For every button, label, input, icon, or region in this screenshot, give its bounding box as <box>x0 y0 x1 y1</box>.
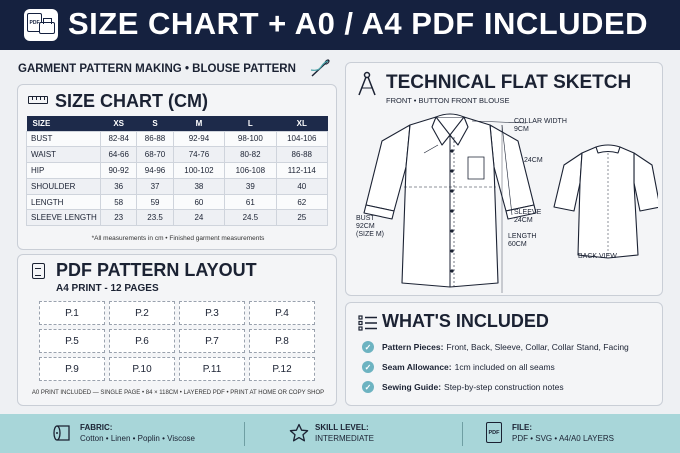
page-tile: P.10 <box>109 357 175 381</box>
page-tile: P.6 <box>109 329 175 353</box>
table-header-cell: L <box>225 116 276 131</box>
table-header-cell: S <box>137 116 173 131</box>
table-row <box>27 131 328 147</box>
whats-included-title: WHAT'S INCLUDED <box>382 311 549 331</box>
table-header-cell: XL <box>276 116 327 131</box>
fabric-roll-icon <box>52 423 72 443</box>
check-icon: ✓ <box>362 381 374 393</box>
size-chart-title: SIZE CHART (CM) <box>55 91 208 111</box>
sleeve-value: 24CM <box>514 217 533 224</box>
table-cell: HIP <box>27 163 101 179</box>
table-row <box>27 210 328 226</box>
skill-value: INTERMEDIATE <box>315 434 374 443</box>
footer-bar <box>0 414 680 453</box>
table-cell: 104-106 <box>276 131 327 147</box>
table-cell: 100-102 <box>173 163 224 179</box>
collar-width-label <box>514 118 567 134</box>
pdf-layout-note: A0 PRINT INCLUDED — SINGLE PAGE • 84 × 118CM • LAYERED PDF • PRINT AT HOME OR COPY SHOP <box>31 390 325 396</box>
table-cell: SLEEVE LENGTH <box>27 210 101 226</box>
table-cell: 62 <box>276 194 327 210</box>
table-cell: 86-88 <box>276 147 327 163</box>
page-subtitle: GARMENT PATTERN MAKING • BLOUSE PATTERN <box>18 63 296 75</box>
sleeve-label <box>514 209 541 225</box>
size-chart-note: *All measurements in cm • Finished garment measurements <box>91 235 265 242</box>
table-cell: 86-88 <box>137 131 173 147</box>
pdf-doc-icon: PDF <box>27 13 42 32</box>
table-row <box>27 194 328 210</box>
bust-value: 92CM <box>356 223 375 230</box>
table-cell: 23 <box>101 210 137 226</box>
file-value: PDF • SVG • A4/A0 LAYERS <box>512 434 614 443</box>
list-item <box>362 340 629 354</box>
table-cell: 94-96 <box>137 163 173 179</box>
pdf-layout-panel <box>17 254 337 406</box>
page-tile: P.3 <box>179 301 245 325</box>
bust-size: (SIZE M) <box>356 231 384 238</box>
fabric-label: FABRIC: <box>80 423 113 432</box>
page-tile: P.1 <box>39 301 105 325</box>
page-tile: P.4 <box>249 301 315 325</box>
whats-included-panel <box>345 302 663 406</box>
page-tile: P.8 <box>249 329 315 353</box>
technical-sketch-subtitle: FRONT • BUTTON FRONT BLOUSE <box>386 96 510 105</box>
table-cell: 82-84 <box>101 131 137 147</box>
item-text: 1cm included on all seams <box>454 362 555 372</box>
sleeve-text: SLEEVE <box>514 209 542 216</box>
collar-width-text: COLLAR WIDTH <box>514 118 567 125</box>
table-cell: SHOULDER <box>27 178 101 194</box>
technical-sketch-title: TECHNICAL FLAT SKETCH <box>386 72 632 93</box>
pdf-file-icon: PDF <box>486 422 502 443</box>
size-chart-panel <box>17 84 337 250</box>
table-row <box>27 147 328 163</box>
table-row <box>27 178 328 194</box>
checklist-icon <box>358 315 378 331</box>
page-tile: P.2 <box>109 301 175 325</box>
page-tile: P.7 <box>179 329 245 353</box>
table-cell: 90-92 <box>101 163 137 179</box>
table-cell: 106-108 <box>225 163 276 179</box>
table-cell: 39 <box>225 178 276 194</box>
table-cell: 59 <box>137 194 173 210</box>
skill-label: SKILL LEVEL: <box>315 423 369 432</box>
table-cell: BUST <box>27 131 101 147</box>
item-label: Seam Allowance: <box>382 362 452 372</box>
technical-sketch-panel <box>345 62 663 296</box>
printer-icon <box>39 22 55 34</box>
fabric-value: Cotton • Linen • Poplin • Viscose <box>80 434 195 443</box>
table-header-cell: SIZE <box>27 116 101 131</box>
table-cell: 98-100 <box>225 131 276 147</box>
table-cell: 80-82 <box>225 147 276 163</box>
pdf-layout-subtitle: A4 PRINT - 12 PAGES <box>56 283 159 294</box>
table-header-cell: XS <box>101 116 137 131</box>
length-label <box>508 233 536 249</box>
table-cell: 61 <box>225 194 276 210</box>
file-label: FILE: <box>512 423 532 432</box>
table-cell: 74-76 <box>173 147 224 163</box>
size-chart-table <box>26 116 328 226</box>
back-view-label: BACK VIEW <box>578 253 617 260</box>
bust-label <box>356 215 384 239</box>
document-icon <box>32 263 45 279</box>
item-label: Sewing Guide: <box>382 382 442 392</box>
list-item <box>362 360 555 374</box>
table-cell: LENGTH <box>27 194 101 210</box>
page-tile: P.5 <box>39 329 105 353</box>
table-cell: 37 <box>137 178 173 194</box>
needle-thread-icon <box>309 58 331 78</box>
pdf-printer-icon <box>24 9 58 41</box>
page-tile: P.9 <box>39 357 105 381</box>
table-cell: 92-94 <box>173 131 224 147</box>
blouse-flat-sketch <box>352 105 658 293</box>
table-cell: 25 <box>276 210 327 226</box>
pdf-layout-title: PDF PATTERN LAYOUT <box>56 260 257 280</box>
bust-text: BUST <box>356 215 375 222</box>
check-icon: ✓ <box>362 341 374 353</box>
table-cell: 24.5 <box>225 210 276 226</box>
item-text: Front, Back, Sleeve, Collar, Collar Stand, Facing <box>446 342 629 352</box>
collar-width-value: 9CM <box>514 126 529 133</box>
item-label: Pattern Pieces: <box>382 342 444 352</box>
width-measure-label: 24CM <box>524 157 543 164</box>
table-cell: 24 <box>173 210 224 226</box>
header-banner <box>0 0 680 50</box>
length-value: 60CM <box>508 241 527 248</box>
table-cell: 58 <box>101 194 137 210</box>
table-cell: 23.5 <box>137 210 173 226</box>
table-header-cell: M <box>173 116 224 131</box>
banner-title: SIZE CHART + A0 / A4 PDF INCLUDED <box>68 6 649 41</box>
page-tile: P.11 <box>179 357 245 381</box>
ruler-icon <box>28 96 48 104</box>
table-cell: 38 <box>173 178 224 194</box>
length-text: LENGTH <box>508 233 537 240</box>
item-text: Step-by-step construction notes <box>444 382 564 392</box>
footer-divider <box>244 422 245 446</box>
table-header-row <box>27 116 328 131</box>
table-cell: 68-70 <box>137 147 173 163</box>
star-icon <box>289 423 309 443</box>
footer-divider <box>462 422 463 446</box>
list-item <box>362 380 564 394</box>
table-cell: 64-66 <box>101 147 137 163</box>
table-cell: 40 <box>276 178 327 194</box>
check-icon: ✓ <box>362 361 374 373</box>
table-cell: 60 <box>173 194 224 210</box>
page-tile: P.12 <box>249 357 315 381</box>
table-cell: 36 <box>101 178 137 194</box>
drafting-compass-icon <box>356 71 378 97</box>
table-row <box>27 163 328 179</box>
table-cell: WAIST <box>27 147 101 163</box>
table-cell: 112-114 <box>276 163 327 179</box>
page-grid <box>39 301 315 381</box>
